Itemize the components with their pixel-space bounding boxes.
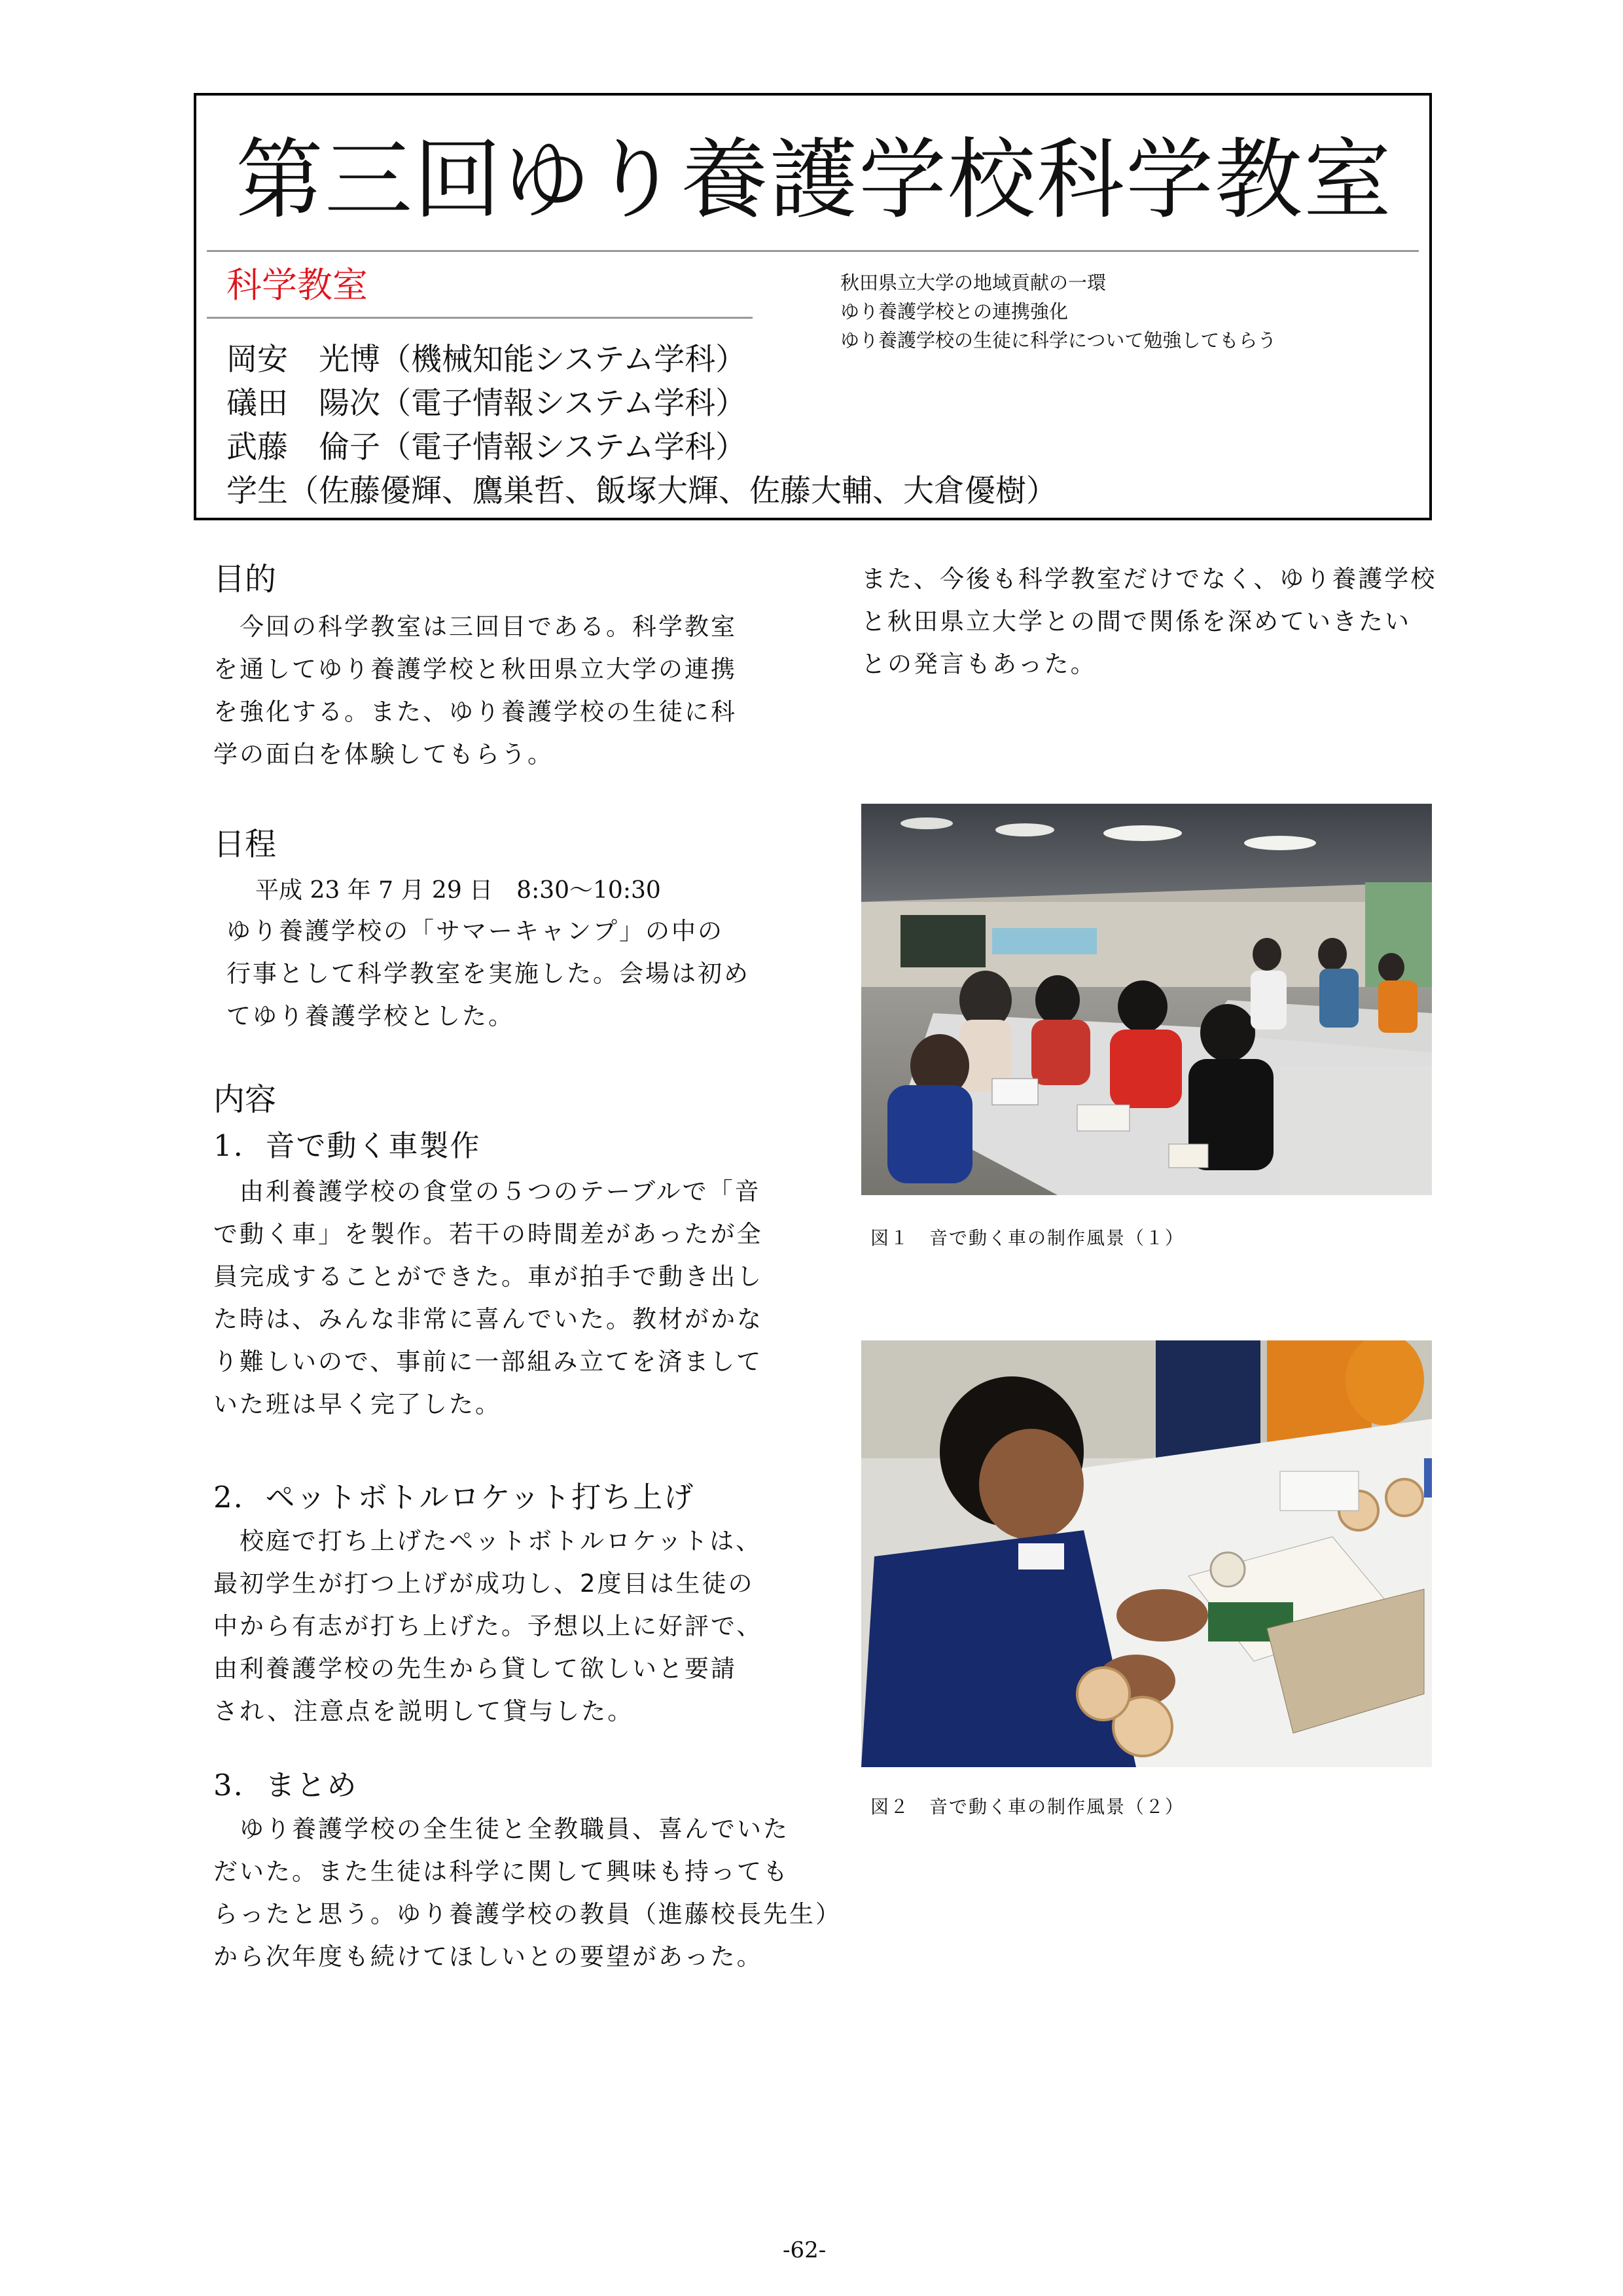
sound-car-paragraph: [213, 1170, 763, 1426]
text-line: らったと思う。ゆり養護学校の教員（進藤校長先生）: [213, 1900, 842, 1928]
subheading-number: 1.: [213, 1128, 244, 1163]
text-line: 校庭で打ち上げたペットボトルロケットは、: [213, 1527, 762, 1555]
text-line: り難しいので、事前に一部組み立てを済まして: [213, 1348, 763, 1376]
text-line: 中から有志が打ち上げた。予想以上に好評で、: [213, 1612, 763, 1640]
section-label: 科学教室: [226, 264, 368, 306]
text-line: と秋田県立大学との間で関係を深めていきたい: [861, 607, 1411, 636]
bottle-rocket-paragraph: [213, 1520, 762, 1732]
author-line: 武藤 倫子（電子情報システム学科）: [226, 429, 747, 465]
text-line: だいた。また生徒は科学に関して興味も持っても: [213, 1857, 789, 1886]
figure-2-illustration: [861, 1340, 1432, 1767]
author-line: 岡安 光博（機械知能システム学科）: [226, 342, 747, 378]
text-line: で動く車」を製作。若干の時間差があったが全: [213, 1220, 763, 1248]
text-line: 今回の科学教室は三回目である。科学教室: [213, 613, 737, 641]
figure-2-caption: 図２ 音で動く車の制作風景（２）: [870, 1796, 1185, 1818]
purpose-line: 秋田県立大学の地域貢献の一環: [840, 272, 1107, 294]
figure-1-illustration: [861, 804, 1432, 1195]
purpose-paragraph: [213, 605, 737, 776]
text-line: され、注意点を説明して貸与した。: [213, 1697, 634, 1725]
text-line: を強化する。また、ゆり養護学校の生徒に科: [213, 698, 737, 726]
subheading-number: 3.: [213, 1768, 244, 1803]
text-line: から次年度も続けてほしいとの要望があった。: [213, 1943, 763, 1971]
text-line: 由利養護学校の食堂の５つのテーブルで「音: [213, 1177, 761, 1206]
document-title: 第三回ゆり養護学校科学教室: [236, 129, 1393, 231]
text-line: 由利養護学校の先生から貸して欲しいと要請: [213, 1655, 737, 1683]
subheading-number: 2.: [213, 1480, 244, 1515]
text-line: た時は、みんな非常に喜んでいた。教材がかな: [213, 1305, 763, 1333]
text-line: 学の面白を体験してもらう。: [213, 740, 554, 768]
text-line: また、今後も科学教室だけでなく、ゆり養護学校: [861, 565, 1437, 593]
author-line: 学生（佐藤優輝、鷹巣哲、飯塚大輝、佐藤大輔、大倉優樹）: [226, 473, 1057, 509]
subheading-sound-car: [213, 1124, 481, 1168]
figure-2-photo: [861, 1340, 1432, 1767]
subheading-summary: [213, 1764, 358, 1807]
text-line: いた班は早く完了した。: [213, 1390, 501, 1418]
text-line: 員完成することができた。車が拍手で動き出し: [213, 1263, 763, 1291]
heading-content: 内容: [213, 1081, 277, 1118]
subheading-title: ペットボトルロケット打ち上げ: [265, 1480, 695, 1515]
purpose-line: ゆり養護学校の生徒に科学について勉強してもらう: [840, 329, 1277, 351]
subheading-title: まとめ: [265, 1768, 358, 1803]
subheading-title: 音で動く車製作: [265, 1128, 481, 1163]
purpose-line: ゆり養護学校との連携強化: [840, 300, 1069, 323]
text-line: てゆり養護学校とした。: [226, 1002, 514, 1030]
figure-1-photo: [861, 804, 1432, 1195]
text-line: ゆり養護学校の「サマーキャンプ」の中の: [226, 917, 724, 945]
author-line: 礒田 陽次（電子情報システム学科）: [226, 386, 747, 422]
label-divider: [207, 317, 753, 319]
text-line: 最初学生が打つ上げが成功し、2度目は生徒の: [213, 1570, 755, 1598]
schedule-date: 平成 23 年 7 月 29 日 8:30〜10:30: [255, 877, 661, 904]
author-list: [226, 338, 1057, 513]
text-line: 行事として科学教室を実施した。会場は初め: [226, 960, 750, 988]
text-line: ゆり養護学校の全生徒と全教職員、喜んでいた: [213, 1815, 789, 1843]
title-divider: [207, 250, 1419, 252]
heading-purpose: 目的: [213, 561, 277, 598]
text-line: を通してゆり養護学校と秋田県立大学の連携: [213, 655, 737, 683]
schedule-paragraph: [226, 910, 750, 1037]
figure-1-caption: 図１ 音で動く車の制作風景（１）: [870, 1227, 1185, 1249]
page-number: -62-: [783, 2237, 827, 2263]
text-line: との発言もあった。: [861, 650, 1097, 678]
heading-schedule: 日程: [213, 826, 277, 863]
subheading-bottle-rocket: [213, 1476, 694, 1519]
summary-continuation: [861, 558, 1436, 685]
summary-paragraph: [213, 1808, 842, 1978]
